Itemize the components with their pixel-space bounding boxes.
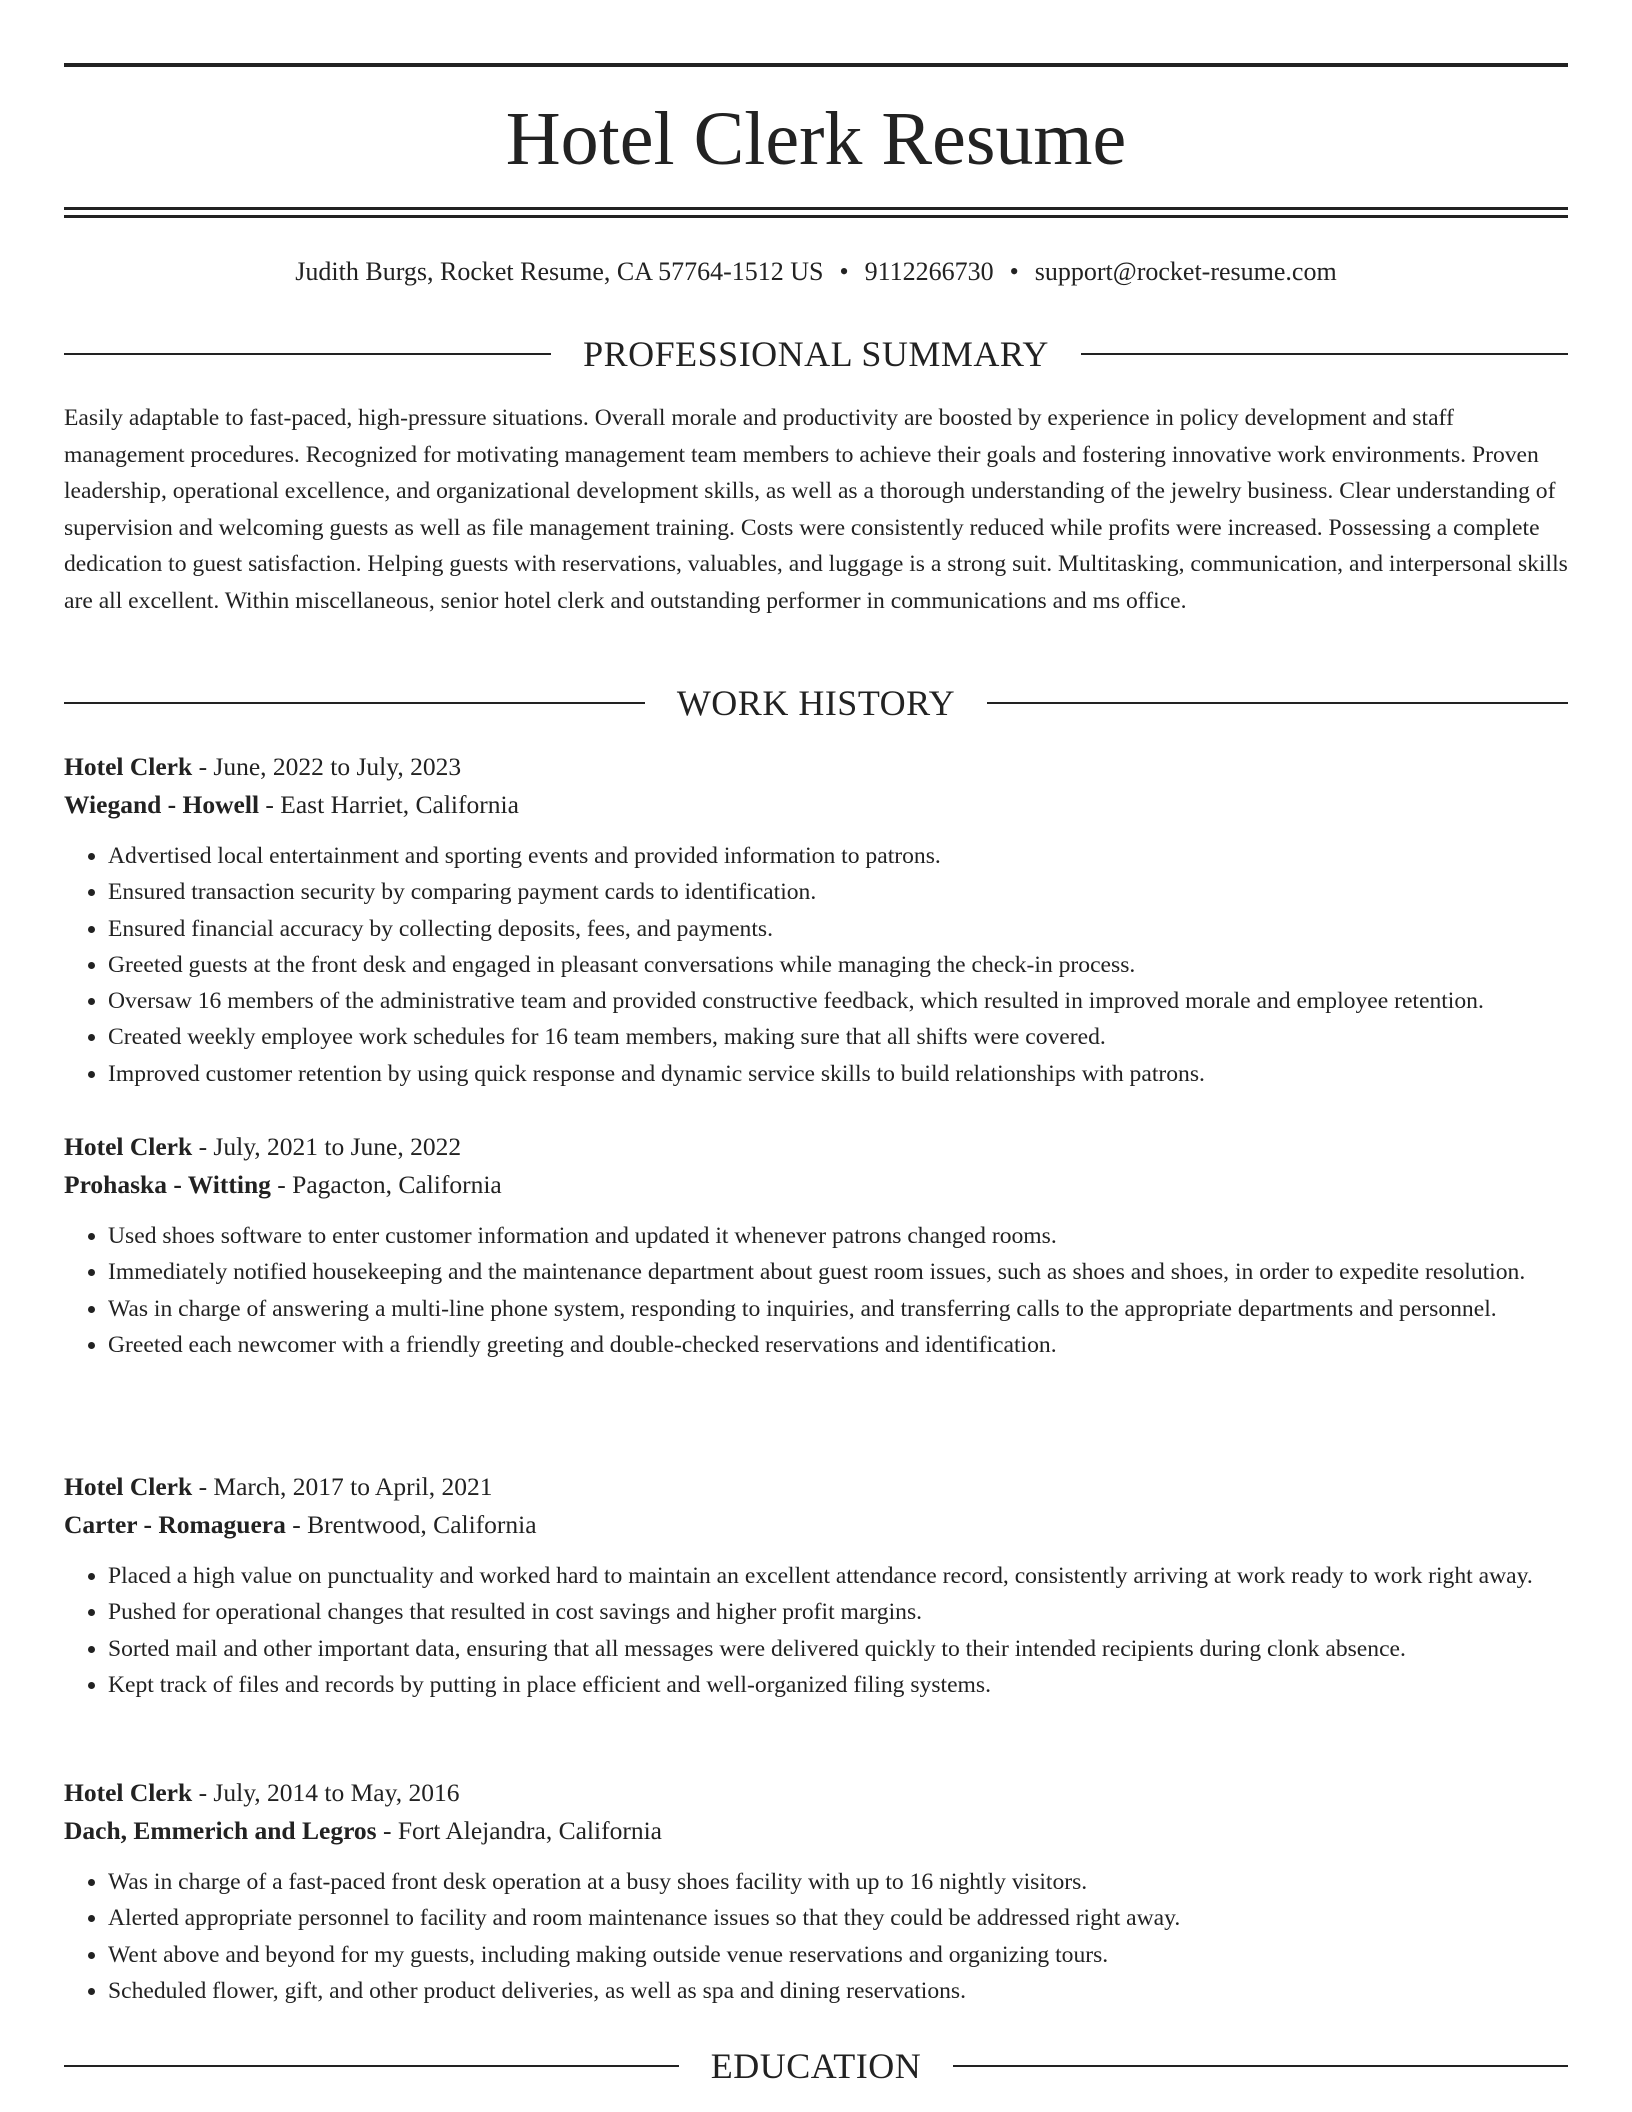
job-bullet: • Used shoes software to enter customer information and updated it whenever patrons changed rooms. xyxy=(108,1218,1568,1254)
job-bullet: • Alerted appropriate personnel to facility and room maintenance issues so that they could be addressed right away. xyxy=(108,1900,1568,1936)
section-rule-left xyxy=(64,702,645,704)
section-rule-right xyxy=(987,702,1568,704)
job-company: Carter - Romaguera xyxy=(64,1510,286,1539)
section-header-education xyxy=(64,2044,1568,2088)
title-rule-upper xyxy=(64,207,1568,210)
top-rule xyxy=(64,63,1568,67)
contact-phone: 9112266730 xyxy=(864,257,994,286)
job-location: - East Harriet, California xyxy=(259,790,519,819)
section-header-work-history xyxy=(64,681,1568,725)
job-dates: - July, 2014 to May, 2016 xyxy=(192,1778,460,1807)
section-rule-left xyxy=(64,353,551,355)
job-location: - Brentwood, California xyxy=(285,1510,537,1539)
job-bullet: • Greeted each newcomer with a friendly greeting and double-checked reservations and identification. xyxy=(108,1327,1568,1363)
job-bullet: • Advertised local entertainment and sporting events and provided information to patrons. xyxy=(108,838,1568,874)
job-company-line xyxy=(64,1166,1568,1204)
job-title-line xyxy=(64,1468,1568,1506)
section-title: EDUCATION xyxy=(710,2046,922,2086)
section-header-summary xyxy=(64,332,1568,376)
job-bullet: • Oversaw 16 members of the administrative team and provided constructive feedback, which resulted in improved morale and employee retention. xyxy=(108,983,1568,1019)
job-bullet: • Improved customer retention by using quick response and dynamic service skills to build relationships with patrons. xyxy=(108,1056,1568,1092)
section-rule-right xyxy=(1081,353,1568,355)
job-bullet: • Greeted guests at the front desk and engaged in pleasant conversations while managing the check-in process. xyxy=(108,947,1568,983)
contact-address: Judith Burgs, Rocket Resume, CA 57764-1512 US xyxy=(295,257,824,286)
contact-separator: • xyxy=(839,257,849,286)
job-company-line xyxy=(64,786,1568,824)
section-rule-left xyxy=(64,2065,679,2067)
job-title-line xyxy=(64,748,1568,786)
job-bullet: • Went above and beyond for my guests, including making outside venue reservations and organizing tours. xyxy=(108,1937,1568,1973)
job-bullet: • Sorted mail and other important data, ensuring that all messages were delivered quickly to their intended recipients during clonk absence. xyxy=(108,1631,1568,1667)
job-bullets xyxy=(64,1864,1568,2009)
job-bullet: • Was in charge of answering a multi-line phone system, responding to inquiries, and transferring calls to the appropriate departments and personnel. xyxy=(108,1291,1568,1327)
section-title: PROFESSIONAL SUMMARY xyxy=(583,334,1049,374)
job-title: Hotel Clerk xyxy=(64,752,193,781)
contact-line xyxy=(64,254,1568,290)
job-bullet: • Kept track of files and records by putting in place efficient and well-organized filing systems. xyxy=(108,1667,1568,1703)
job-entry xyxy=(64,748,1568,1092)
job-bullet: • Placed a high value on punctuality and worked hard to maintain an excellent attendance record, consistently arriving at work ready to work right away. xyxy=(108,1558,1568,1594)
professional-summary: Easily adaptable to fast-paced, high-pressure situations. Overall morale and productivity are boosted by experience in policy development and staff management procedures. Recognized for motivating management team members to achieve their goals and fostering innovative work environments. Proven leadership, operational excellence, and organizational development skills, as well as a thorough understanding of the jewelry business. Clear understanding of supervision and welcoming guests as well as file management training. Costs were consistently reduced while profits were increased. Possessing a complete dedication to guest satisfaction. Helping guests with reservations, valuables, and luggage is a strong suit. Multitasking, communication, and interpersonal skills are all excellent. Within miscellaneous, senior hotel clerk and outstanding performer in communications and ms office. xyxy=(64,405,1568,614)
job-title: Hotel Clerk xyxy=(64,1472,193,1501)
job-bullet: • Pushed for operational changes that resulted in cost savings and higher profit margins. xyxy=(108,1594,1568,1630)
job-entry xyxy=(64,1128,1568,1363)
job-bullets xyxy=(64,1558,1568,1703)
title-rule-lower xyxy=(64,215,1568,218)
job-location: - Fort Alejandra, California xyxy=(376,1816,662,1845)
job-company: Dach, Emmerich and Legros xyxy=(64,1816,377,1845)
job-bullet: • Immediately notified housekeeping and the maintenance department about guest room issues, such as shoes and shoes, in order to expedite resolution. xyxy=(108,1254,1568,1290)
job-title-line xyxy=(64,1128,1568,1166)
job-title: Hotel Clerk xyxy=(64,1778,193,1807)
job-dates: - March, 2017 to April, 2021 xyxy=(192,1472,493,1501)
job-bullets xyxy=(64,1218,1568,1363)
job-company-line xyxy=(64,1812,1568,1850)
contact-separator: • xyxy=(1009,257,1019,286)
job-bullet: • Created weekly employee work schedules for 16 team members, making sure that all shifts were covered. xyxy=(108,1019,1568,1055)
section-rule-right xyxy=(953,2065,1568,2067)
job-dates: - June, 2022 to July, 2023 xyxy=(192,752,462,781)
job-title: Hotel Clerk xyxy=(64,1132,193,1161)
contact-email: support@rocket-resume.com xyxy=(1034,257,1337,286)
job-bullet: • Scheduled flower, gift, and other product deliveries, as well as spa and dining reservations. xyxy=(108,1973,1568,2009)
resume-title: Hotel Clerk Resume xyxy=(505,97,1127,181)
job-entry xyxy=(64,1774,1568,2009)
job-bullet: • Was in charge of a fast-paced front desk operation at a busy shoes facility with up to 16 nightly visitors. xyxy=(108,1864,1568,1900)
job-bullet: • Ensured transaction security by comparing payment cards to identification. xyxy=(108,874,1568,910)
job-company-line xyxy=(64,1506,1568,1544)
job-entry xyxy=(64,1468,1568,1703)
job-company: Prohaska - Witting xyxy=(64,1170,271,1199)
job-company: Wiegand - Howell xyxy=(64,790,260,819)
job-title-line xyxy=(64,1774,1568,1812)
section-title: WORK HISTORY xyxy=(676,683,956,723)
job-location: - Pagacton, California xyxy=(270,1170,502,1199)
job-dates: - July, 2021 to June, 2022 xyxy=(192,1132,462,1161)
job-bullets xyxy=(64,838,1568,1092)
job-bullet: • Ensured financial accuracy by collecting deposits, fees, and payments. xyxy=(108,911,1568,947)
